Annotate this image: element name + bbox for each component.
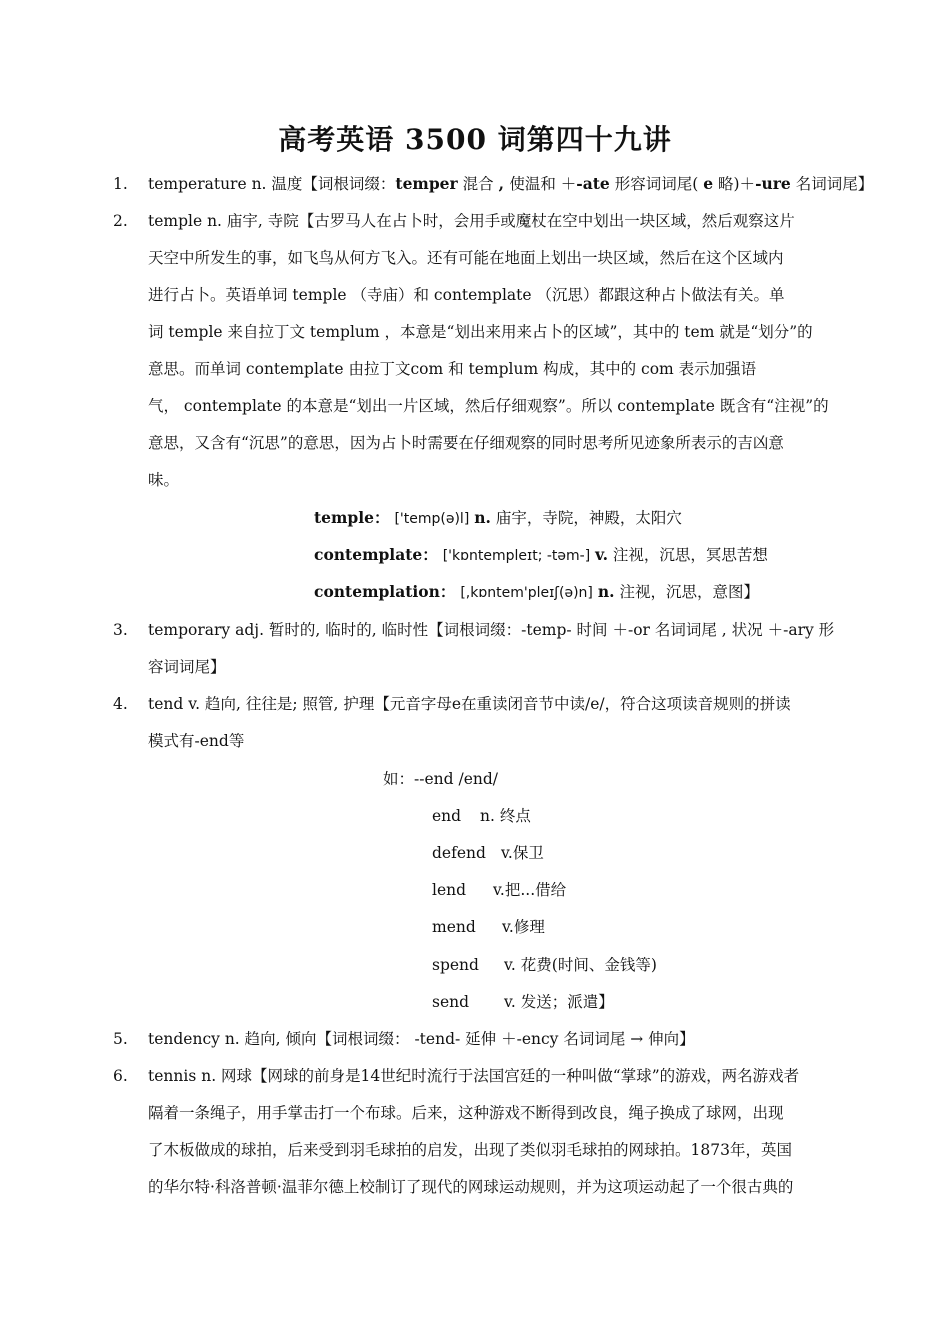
item-2-line: 进行占卜。英语单词 temple （寺庙）和 contemplate （沉思）都跟这种占卜做法有关。单	[148, 286, 785, 304]
item-2-line: 意思。而单词 contemplate 由拉丁文com 和 templum 构成，其中的 com 表示加强语	[148, 360, 757, 378]
def-meaning: 注视，沉思，冥思苦想	[612, 546, 768, 564]
item-number: 2.	[113, 212, 128, 230]
example-word: spend	[432, 956, 479, 974]
example-meaning: v.保卫	[501, 844, 544, 862]
def-meaning: 庙宇，寺院，神殿，太阳穴	[495, 509, 682, 527]
item-6-line: tennis n. 网球【网球的前身是14世纪时流行于法国宫廷的一种叫做“掌球”的游戏，两名游戏者	[148, 1067, 800, 1085]
def-word: contemplation：	[314, 582, 456, 601]
item-2-line: 天空中所发生的事，如飞鸟从何方飞入。还有可能在地面上划出一块区域，然后在这个区域内	[148, 249, 784, 267]
example-meaning: v. 发送；派遣】	[504, 993, 614, 1011]
item-number: 3.	[113, 621, 128, 639]
definition-row	[314, 545, 768, 566]
definition-row	[314, 582, 759, 603]
example-meaning: v. 花费(时间、金钱等)	[504, 956, 657, 974]
example-intro: 如：--end /end/	[383, 770, 499, 788]
item-4-line: 模式有-end等	[148, 732, 245, 750]
item-4-line: tend v. 趋向, 往往是; 照管, 护理【元音字母e在重读闭音节中读/e/，符合这项读音规则的拼读	[148, 695, 791, 713]
def-phonetic: ['kɒntempleɪt; -təm-]	[442, 548, 591, 564]
def-pos: n.	[597, 582, 615, 601]
example-meaning: v.把...借给	[493, 881, 567, 899]
item-2-line: 意思，又含有“沉思”的意思，因为占卜时需要在仔细观察的同时思考所见迹象所表示的吉凶意	[148, 434, 784, 452]
item-6-line: 的华尔特·科洛普顿·温菲尔德上校制订了现代的网球运动规则，并为这项运动起了一个很古典的	[148, 1178, 794, 1196]
example-meaning: v.修理	[502, 918, 545, 936]
def-pos: v.	[595, 545, 608, 564]
item-2-line: 词 temple 来自拉丁文 templum ，本意是“划出来用来占卜的区域”，其中的 tem 就是“划分”的	[148, 323, 813, 341]
item-2-line: temple n. 庙宇, 寺院【古罗马人在占卜时，会用手或魔杖在空中划出一块区域，然后观察这片	[148, 212, 795, 230]
def-phonetic: ['temp(ə)l]	[394, 511, 470, 527]
def-word: temple：	[314, 508, 390, 527]
page-title: 高考英语 3500 词第四十九讲	[278, 123, 672, 156]
item-2-line: 气， contemplate 的本意是“划出一片区域，然后仔细观察”。所以 contemplate 既含有“注视”的	[148, 397, 829, 415]
example-meaning: n. 终点	[480, 807, 531, 825]
example-word: lend	[432, 881, 467, 899]
example-word: end	[432, 807, 462, 825]
item-3-line: 容词词尾】	[148, 658, 226, 676]
item-6-line: 了木板做成的球拍，后来受到羽毛球拍的启发，出现了类似羽毛球拍的网球拍。1873年，英国	[148, 1141, 792, 1159]
example-word: defend	[432, 844, 486, 862]
item-3-line: temporary adj. 暂时的, 临时的, 临时性【词根词缀：-temp- 时间 ＋-or 名词词尾 , 状况 ＋-ary 形	[148, 621, 835, 639]
item-1-line: temperature n. 温度【词根词缀：temper 混合 , 使温和 ＋-ate 形容词词尾( e 略)＋-ure 名词词尾】	[148, 174, 874, 193]
item-2-line: 味。	[148, 471, 180, 489]
definition-row	[314, 508, 682, 529]
item-6-line: 隔着一条绳子，用手掌击打一个布球。后来，这种游戏不断得到改良，绳子换成了球网，出现	[148, 1104, 784, 1122]
example-word: mend	[432, 918, 476, 936]
item-number: 6.	[113, 1067, 128, 1085]
item-5-line: tendency n. 趋向, 倾向【词根词缀： -tend- 延伸 ＋-ency 名词词尾 → 伸向】	[148, 1030, 695, 1048]
item-number: 4.	[113, 695, 128, 713]
def-meaning: 注视，沉思，意图】	[619, 583, 759, 601]
item-number: 5.	[113, 1030, 128, 1048]
def-pos: n.	[474, 508, 491, 527]
item-number: 1.	[113, 175, 128, 193]
def-phonetic: [,kɒntem'pleɪʃ(ə)n]	[460, 585, 593, 601]
def-word: contemplate：	[314, 545, 438, 564]
example-word: send	[432, 993, 470, 1011]
